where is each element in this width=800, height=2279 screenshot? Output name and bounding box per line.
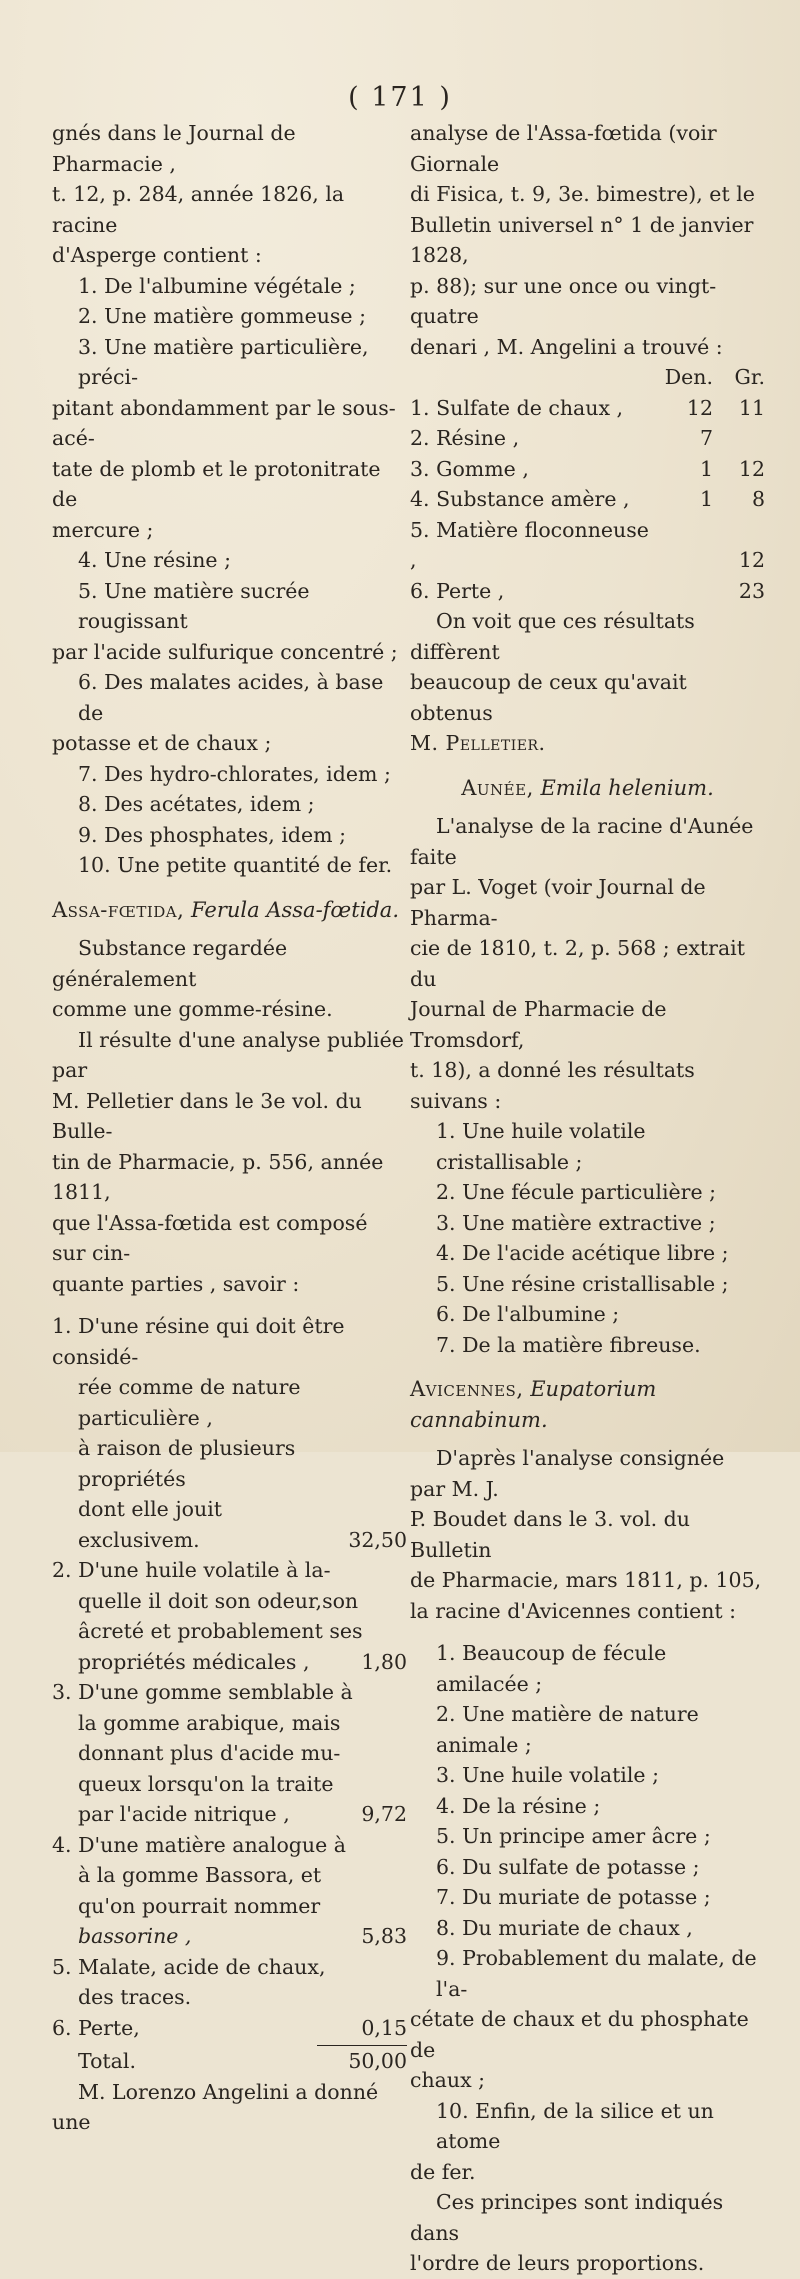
- text-line: qu'on pourrait nommer: [78, 1893, 321, 1918]
- list-item: 2. Une matière de nature animale ;: [436, 1702, 699, 1757]
- text-line: Substance regardée généralement: [52, 936, 288, 991]
- text-line: P. Boudet dans le 3. vol. du Bulletin: [410, 1507, 690, 1562]
- text-line: tin de Pharmacie, p. 556, année 1811,: [52, 1149, 384, 1204]
- heading-name: Avicennes,: [410, 1377, 524, 1401]
- list-item: 7. Du muriate de potasse ;: [436, 1885, 711, 1909]
- section-heading: [410, 773, 765, 804]
- list-item: 5. Une matière sucrée rougissant: [78, 578, 310, 633]
- heading-latin: Ferula Assa-fœtida.: [191, 897, 399, 922]
- list-item: 6. Des malates acides, à base de: [78, 670, 384, 725]
- text-line: des traces.: [78, 1985, 192, 2009]
- list-item: 4. De la résine ;: [436, 1793, 601, 1818]
- list-item: 9. Des phosphates, idem ;: [78, 822, 347, 847]
- list-item: 7. De la matière fibreuse.: [436, 1332, 701, 1357]
- component-entry: [52, 1555, 407, 1677]
- component-entry: [52, 1311, 407, 1555]
- section-heading: [52, 895, 407, 926]
- table-header: [410, 362, 765, 393]
- text-line: di Fisica, t. 9, 3e. bimestre), et le: [410, 182, 755, 206]
- text-line: comme une gomme-résine.: [52, 997, 333, 1021]
- text-line: dont elle jouit exclusivem.: [78, 1497, 223, 1552]
- text-line: Ces principes sont indiqués dans: [410, 2190, 724, 2245]
- right-column: [410, 118, 765, 2279]
- text-line: Il résulte d'une analyse publiée par: [52, 1027, 404, 1082]
- text-line: D'après l'analyse consignée par M. J.: [410, 1446, 725, 1501]
- left-column: [52, 118, 407, 2138]
- text-line: M. Lorenzo Angelini a donné une: [52, 2079, 379, 2134]
- text-line: mercure ;: [52, 517, 154, 542]
- list-item: 4. De l'acide acétique libre ;: [436, 1241, 729, 1265]
- text-line: p. 88); sur une once ou vingt-quatre: [410, 273, 717, 328]
- text-line: queux lorsqu'on la traite: [78, 1771, 334, 1796]
- list-item: 10. Une petite quantité de fer.: [78, 853, 393, 877]
- table-row: 2. Résine , 7: [410, 426, 713, 450]
- component-entry: [52, 1677, 407, 1830]
- text-line: de Pharmacie, mars 1811, p. 105,: [410, 1568, 762, 1592]
- heading-latin: Emila helenium.: [540, 775, 714, 800]
- text-line: propriétés médicales ,: [78, 1649, 310, 1674]
- component-value: 32,50: [348, 1527, 407, 1552]
- table-row: 1. Sulfate de chaux , 12 11: [410, 395, 765, 420]
- text-line: bassorine ,: [78, 1924, 192, 1948]
- text-line: Journal de Pharmacie de Tromsdorf,: [410, 997, 667, 1052]
- text-line: de fer.: [410, 2159, 476, 2184]
- text-line: cétate de chaux et du phosphate de: [410, 2007, 749, 2062]
- list-item: 2. Une matière gommeuse ;: [78, 304, 366, 328]
- list-item: 3. Une matière extractive ;: [436, 1210, 716, 1235]
- list-item: 3. Une huile volatile ;: [436, 1763, 659, 1787]
- list-item: 1. Une huile volatile cristallisable ;: [436, 1119, 646, 1174]
- component-value: 0,15: [361, 2015, 407, 2040]
- list-item: 2. Une fécule particulière ;: [436, 1180, 717, 1204]
- text-line: tate de plomb et le protonitrate de: [52, 456, 381, 511]
- total-row: [52, 2046, 407, 2077]
- text-line: quante parties , savoir :: [52, 1271, 300, 1296]
- text-line: par l'acide nitrique ,: [78, 1802, 290, 1826]
- col-header-gr: Gr.: [734, 365, 765, 389]
- text-line: à raison de plusieurs propriétés: [78, 1436, 296, 1491]
- table-row: 3. Gomme , 1 12: [410, 456, 765, 481]
- heading-name: Aunée,: [461, 775, 534, 800]
- col-header-den: Den.: [664, 365, 713, 389]
- text-line: Bulletin universel n° 1 de janvier 1828,: [410, 212, 754, 267]
- text-line: L'analyse de la racine d'Aunée faite: [410, 814, 754, 869]
- page-number: ( 171 ): [348, 82, 452, 113]
- component-entry: [52, 1952, 407, 2013]
- text-line: l'ordre de leurs proportions.: [410, 2251, 705, 2275]
- component-value: 1,80: [361, 1649, 407, 1674]
- text-line: par L. Voget (voir Journal de Pharma-: [410, 875, 706, 930]
- text-line: t. 18), a donné les résultats suivans :: [410, 1058, 695, 1113]
- list-item: 10. Enfin, de la silice et un atome: [436, 2098, 714, 2153]
- table-row: 6. Perte , 23: [410, 578, 765, 603]
- text-line: 2. D'une huile volatile à la-: [52, 1558, 331, 1582]
- text-line: analyse de l'Assa-fœtida (voir Giornale: [410, 121, 717, 176]
- list-item: 1. De l'albumine végétale ;: [78, 273, 356, 298]
- text-line: à la gomme Bassora, et: [78, 1863, 322, 1887]
- text-line: par l'acide sulfurique concentré ;: [52, 639, 398, 664]
- list-item: 3. Une matière particulière, préci-: [78, 334, 369, 389]
- text-line: d'Asperge contient :: [52, 243, 262, 267]
- text-line: rée comme de nature particulière ,: [78, 1375, 301, 1430]
- text-line: 1. D'une résine qui doit être considé-: [52, 1314, 345, 1369]
- text-line: âcreté et probablement ses: [78, 1619, 363, 1643]
- total-value: 50,00: [348, 2049, 407, 2073]
- text-line: quelle il doit son odeur,son: [78, 1588, 359, 1613]
- text-line: cie de 1810, t. 2, p. 568 ; extrait du: [410, 936, 745, 991]
- list-item: 7. Des hydro-chlorates, idem ;: [78, 761, 391, 786]
- text-line: M. Pelletier dans le 3e vol. du Bulle-: [52, 1088, 362, 1143]
- text-line: gnés dans le Journal de Pharmacie ,: [52, 121, 296, 176]
- text-line: 5. Malate, acide de chaux,: [52, 1954, 326, 1979]
- component-entry: [52, 1830, 407, 1952]
- list-item: 1. Beaucoup de fécule amilacée ;: [436, 1641, 667, 1696]
- text-line: On voit que ces résultats diffèrent: [410, 609, 695, 664]
- section-heading: [410, 1374, 765, 1435]
- table-row: 4. Substance amère , 1 8: [410, 487, 765, 511]
- text-line: 3. D'une gomme semblable à: [52, 1680, 353, 1704]
- text-line: potasse et de chaux ;: [52, 731, 272, 755]
- text-line: 6. Perte,: [52, 2015, 140, 2040]
- component-entry: [52, 2013, 407, 2044]
- total-label: Total.: [78, 2049, 136, 2073]
- text-line: que l'Assa-fœtida est composé sur cin-: [52, 1210, 368, 1265]
- text-line: donnant plus d'acide mu-: [78, 1741, 341, 1765]
- text-line: t. 12, p. 284, année 1826, la racine: [52, 182, 345, 237]
- list-item: 5. Un principe amer âcre ;: [436, 1824, 711, 1848]
- text-line: la racine d'Avicennes contient :: [410, 1598, 737, 1623]
- text-line: beaucoup de ceux qu'avait obtenus: [410, 670, 687, 725]
- heading-latin: Eupatorium cannabinum.: [410, 1377, 657, 1432]
- text-line: 4. D'une matière analogue à: [52, 1832, 346, 1857]
- list-item: 8. Des acétates, idem ;: [78, 792, 315, 816]
- list-item: 4. Une résine ;: [78, 548, 231, 572]
- list-item: 8. Du muriate de chaux ,: [436, 1915, 693, 1940]
- text-line: pitant abondamment par le sous-acé-: [52, 395, 396, 450]
- table-row: 5. Matière floconneuse , 12: [410, 517, 765, 572]
- component-value: 5,83: [361, 1924, 407, 1948]
- list-item: 9. Probablement du malate, de l'a-: [436, 1946, 757, 2001]
- list-item: 5. Une résine cristallisable ;: [436, 1271, 729, 1296]
- text-line: la gomme arabique, mais: [78, 1710, 341, 1735]
- text-line: denari , M. Angelini a trouvé :: [410, 334, 723, 359]
- text-line: chaux ;: [410, 2068, 486, 2092]
- list-item: 6. Du sulfate de potasse ;: [436, 1854, 700, 1879]
- list-item: 6. De l'albumine ;: [436, 1302, 620, 1326]
- component-value: 9,72: [361, 1802, 407, 1826]
- heading-name: Assa-fœtida,: [52, 897, 185, 922]
- text-line: M. Pelletier.: [410, 731, 546, 755]
